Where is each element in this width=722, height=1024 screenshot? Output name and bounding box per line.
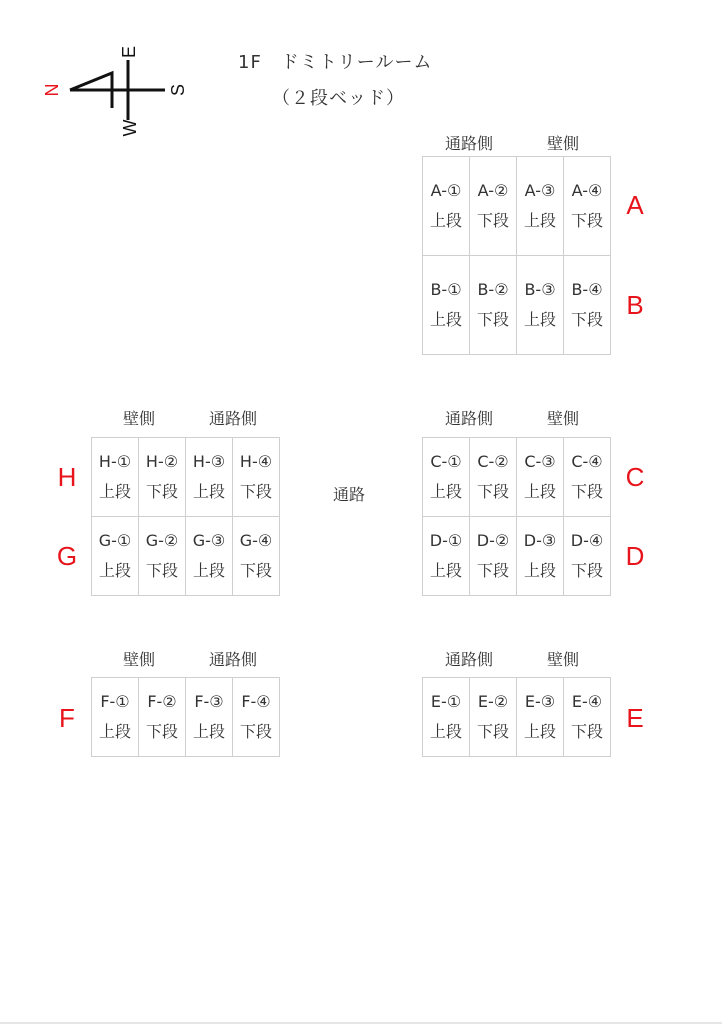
block-f-wall-side-label: 壁側 [122, 650, 155, 669]
block-hg-aisle-side-label: 通路側 [208, 409, 257, 428]
bed-id: C-① [430, 452, 462, 471]
bed-id: G-③ [192, 531, 226, 550]
bed-level: 上段 [98, 561, 131, 580]
bed-id: F-③ [194, 692, 224, 711]
row-letter-c: C [625, 462, 645, 492]
bed-level: 上段 [429, 722, 462, 741]
bed-b-1[interactable] [422, 255, 470, 355]
bed-id: C-④ [571, 452, 603, 471]
block-f-aisle-side-label: 通路側 [208, 650, 257, 669]
bed-h-3[interactable] [185, 437, 233, 517]
bed-id: H-③ [192, 452, 226, 471]
bed-id: F-④ [241, 692, 271, 711]
bed-a-3[interactable] [516, 156, 564, 256]
block-ab-aisle-side-label: 通路側 [444, 134, 493, 153]
bed-g-2[interactable] [138, 516, 186, 596]
bed-id: B-② [477, 280, 509, 299]
bed-level: 下段 [145, 482, 178, 501]
bed-id: A-② [477, 181, 509, 200]
bed-row-d [423, 517, 611, 596]
bed-e-4[interactable] [563, 677, 611, 757]
bed-id: B-① [430, 280, 462, 299]
bed-level: 上段 [429, 310, 462, 329]
block-e-wall-side-label: 壁側 [546, 650, 579, 669]
bed-level: 下段 [476, 310, 509, 329]
bed-f-4[interactable] [232, 677, 280, 757]
bed-row-h [92, 438, 280, 517]
bed-f-1[interactable] [91, 677, 139, 757]
bed-c-2[interactable] [469, 437, 517, 517]
bed-h-1[interactable] [91, 437, 139, 517]
bed-id: A-③ [524, 181, 556, 200]
compass-east-label: E [119, 45, 139, 59]
bed-id: A-① [430, 181, 462, 200]
bed-id: F-② [147, 692, 177, 711]
bed-g-4[interactable] [232, 516, 280, 596]
bed-level: 下段 [570, 211, 603, 230]
bed-level: 上段 [98, 722, 131, 741]
bed-b-2[interactable] [469, 255, 517, 355]
block-ab-wall-side-label: 壁側 [546, 134, 579, 153]
bed-level: 下段 [570, 722, 603, 741]
bed-level: 下段 [570, 561, 603, 580]
bed-level: 下段 [239, 561, 272, 580]
bed-id: E-② [477, 692, 509, 711]
bed-level: 上段 [523, 310, 556, 329]
bed-id: D-③ [523, 531, 557, 550]
bed-id: G-④ [239, 531, 273, 550]
bed-id: D-④ [570, 531, 604, 550]
bed-a-4[interactable] [563, 156, 611, 256]
bed-c-4[interactable] [563, 437, 611, 517]
bed-f-2[interactable] [138, 677, 186, 757]
compass-north-label: N [42, 83, 62, 97]
bed-id: G-① [98, 531, 132, 550]
page-title: 1F ドミトリールーム [238, 52, 433, 73]
row-letter-g: G [56, 541, 78, 571]
block-hg-wall-side-label: 壁側 [122, 409, 155, 428]
bed-level: 上段 [192, 561, 225, 580]
bed-id: D-② [476, 531, 510, 550]
compass-south-label: S [168, 83, 188, 97]
bed-level: 下段 [476, 722, 509, 741]
bed-row-c [423, 438, 611, 517]
bed-level: 下段 [239, 722, 272, 741]
bed-e-1[interactable] [422, 677, 470, 757]
bed-level: 上段 [523, 211, 556, 230]
bed-g-3[interactable] [185, 516, 233, 596]
bed-id: F-① [100, 692, 130, 711]
bed-g-1[interactable] [91, 516, 139, 596]
block-e-aisle-side-label: 通路側 [444, 650, 493, 669]
bed-b-3[interactable] [516, 255, 564, 355]
bed-level: 上段 [523, 561, 556, 580]
bed-e-2[interactable] [469, 677, 517, 757]
aisle-label: 通路 [333, 485, 366, 504]
bed-d-4[interactable] [563, 516, 611, 596]
compass-west-label: W [120, 119, 140, 137]
bed-level: 下段 [476, 211, 509, 230]
row-letter-h: H [57, 462, 77, 492]
bed-id: A-④ [571, 181, 603, 200]
bed-row-f [92, 678, 280, 757]
bed-level: 下段 [476, 482, 509, 501]
bed-level: 下段 [570, 310, 603, 329]
bed-level: 上段 [429, 211, 462, 230]
bed-e-3[interactable] [516, 677, 564, 757]
bed-id: B-③ [524, 280, 556, 299]
bed-row-b [423, 256, 611, 355]
bed-id: C-③ [524, 452, 556, 471]
bed-id: H-④ [239, 452, 273, 471]
bed-id: E-④ [571, 692, 603, 711]
compass-rose-icon [70, 60, 165, 120]
bed-d-1[interactable] [422, 516, 470, 596]
row-letter-f: F [59, 703, 75, 733]
bed-h-2[interactable] [138, 437, 186, 517]
row-letter-a: A [626, 190, 644, 220]
bed-c-1[interactable] [422, 437, 470, 517]
bed-a-1[interactable] [422, 156, 470, 256]
row-letter-d: D [625, 541, 645, 571]
bed-id: H-② [145, 452, 179, 471]
row-letter-b: B [626, 290, 644, 320]
compass [40, 40, 200, 140]
bed-d-2[interactable] [469, 516, 517, 596]
page-subtitle: （２段ベッド） [272, 88, 405, 109]
bed-id: G-② [145, 531, 179, 550]
bed-id: E-① [430, 692, 462, 711]
bed-c-3[interactable] [516, 437, 564, 517]
bed-level: 上段 [523, 722, 556, 741]
bed-level: 上段 [523, 482, 556, 501]
bed-id: H-① [98, 452, 132, 471]
bed-row-g [92, 517, 280, 596]
bed-row-a [423, 157, 611, 256]
bed-a-2[interactable] [469, 156, 517, 256]
bed-h-4[interactable] [232, 437, 280, 517]
bed-id: B-④ [571, 280, 603, 299]
bed-level: 上段 [192, 482, 225, 501]
bed-level: 上段 [192, 722, 225, 741]
bed-row-e [423, 678, 611, 757]
bed-id: E-③ [524, 692, 556, 711]
block-cd-aisle-side-label: 通路側 [444, 409, 493, 428]
bed-level: 下段 [476, 561, 509, 580]
bed-level: 下段 [145, 561, 178, 580]
bed-d-3[interactable] [516, 516, 564, 596]
bed-id: D-① [429, 531, 463, 550]
bed-b-4[interactable] [563, 255, 611, 355]
bed-level: 下段 [145, 722, 178, 741]
bed-level: 上段 [429, 482, 462, 501]
bed-level: 上段 [429, 561, 462, 580]
bed-level: 上段 [98, 482, 131, 501]
block-cd-wall-side-label: 壁側 [546, 409, 579, 428]
bed-id: C-② [477, 452, 509, 471]
bed-f-3[interactable] [185, 677, 233, 757]
bed-level: 下段 [570, 482, 603, 501]
row-letter-e: E [626, 703, 644, 733]
bed-level: 下段 [239, 482, 272, 501]
